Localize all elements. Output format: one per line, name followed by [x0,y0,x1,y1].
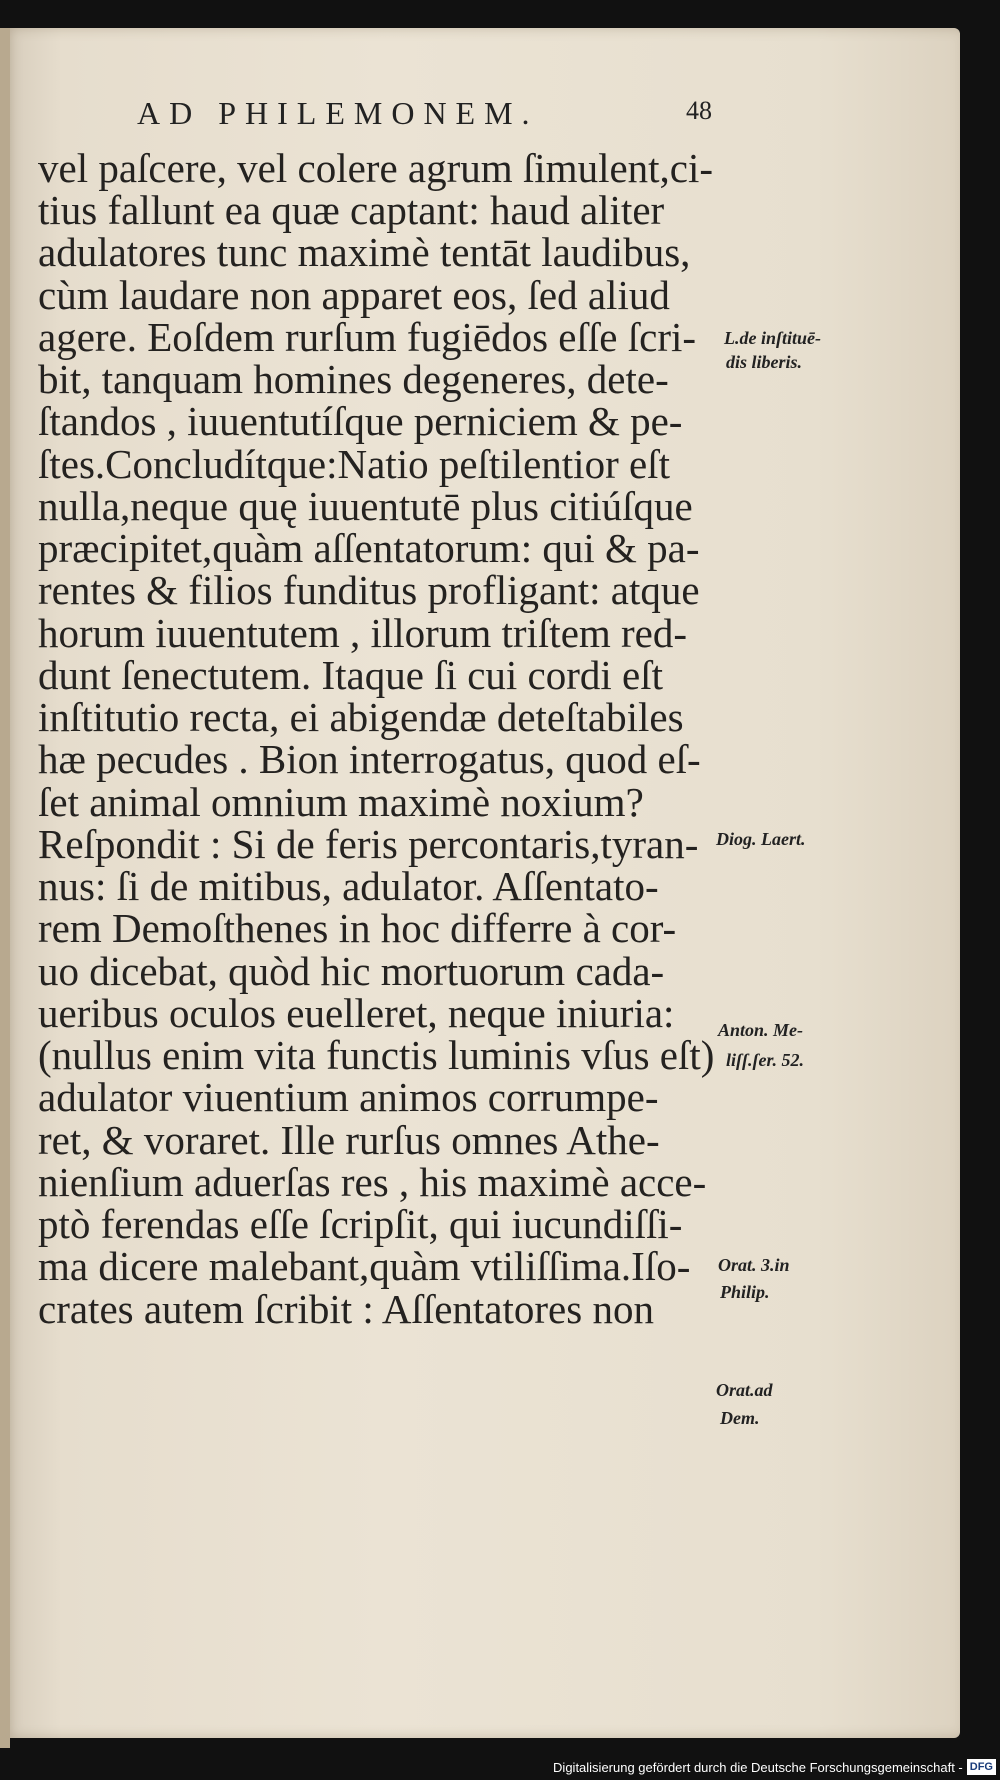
text-line: ma dicere malebant,quàm vtiliſſima.Iſo- [38,1243,691,1289]
page-binding-edge [0,28,10,1748]
text-line: inſtitutio recta, ei abigendæ deteſtabiles [38,694,684,740]
text-line: rentes & filios funditus profligant: atque [38,567,700,613]
credit-text: Digitalisierung gefördert durch die Deutsche Forschungsgemeinschaft - [553,1759,963,1775]
text-line: rem Demoſthenes in hoc differre à cor- [38,905,677,951]
marginal-note: liſſ.ſer. 52. [726,1050,804,1070]
text-line: agere. Eoſdem rurſum fugiēdos eſſe ſcri- [38,314,697,360]
marginal-note: Dem. [720,1408,760,1428]
dfg-logo: DFG [967,1759,996,1775]
text-line: dunt ſenectutem. Itaque ſi cui cordi eſt [38,652,664,698]
text-line: hæ pecudes . Bion interrogatus, quod eſ- [38,736,701,782]
text-line: ſtandos , iuuentutíſque perniciem & pe- [38,398,683,444]
marginal-note: Diog. Laert. [716,829,806,849]
marginal-note: Philip. [720,1282,770,1302]
marginal-note: Orat. 3.in [718,1255,790,1275]
page-number: 48 [686,96,712,125]
text-line: ſtes.Concludítque:Natio peſtilentior eſt [38,441,670,487]
text-line: adulatores tunc maximè tentāt laudibus, [38,229,691,275]
digitization-credit [553,1758,996,1776]
text-line: (nullus enim vita functis luminis vſus eſt) [38,1032,715,1078]
text-line: Reſpondit : Si de feris percontaris,tyran- [38,821,699,867]
text-line: cùm laudare non apparet eos, ſed aliud [38,272,670,318]
text-line: nienſium aduerſas res , his maximè acce- [38,1159,707,1205]
text-line: tius fallunt ea quæ captant: haud aliter [38,187,665,233]
text-line: uo dicebat, quòd hic mortuorum cada- [38,948,665,994]
text-line: crates autem ſcribit : Aſſentatores non [38,1286,654,1332]
text-line: vel paſcere, vel colere agrum ſimulent,ci- [38,145,714,191]
text-line: ſet animal omnium maximè noxium? [38,779,644,825]
text-line: adulator viuentium animos corrumpe- [38,1074,659,1120]
text-line: bit, tanquam homines degeneres, dete- [38,356,669,402]
marginal-note: L.de inſtituē- [724,328,821,348]
text-line: ueribus oculos euelleret, neque iniuria: [38,990,675,1036]
text-line: ret, & voraret. Ille rurſus omnes Athe- [38,1117,660,1163]
text-line: præcipitet,quàm aſſentatorum: qui & pa- [38,525,700,571]
marginal-note: dis liberis. [726,352,803,372]
marginal-note: Orat.ad [716,1380,773,1400]
text-line: nus: ſi de mitibus, adulator. Aſſentato- [38,863,659,909]
text-line: horum iuuentutem , illorum triſtem red- [38,610,688,656]
text-line: ptò ferendas eſſe ſcripſit, qui iucundiſſi- [38,1201,683,1247]
text-line: nulla,neque quę iuuentutē plus citiúſque [38,483,693,529]
running-title: AD PHILEMONEM. [137,95,539,131]
marginal-note: Anton. Me- [718,1020,804,1040]
